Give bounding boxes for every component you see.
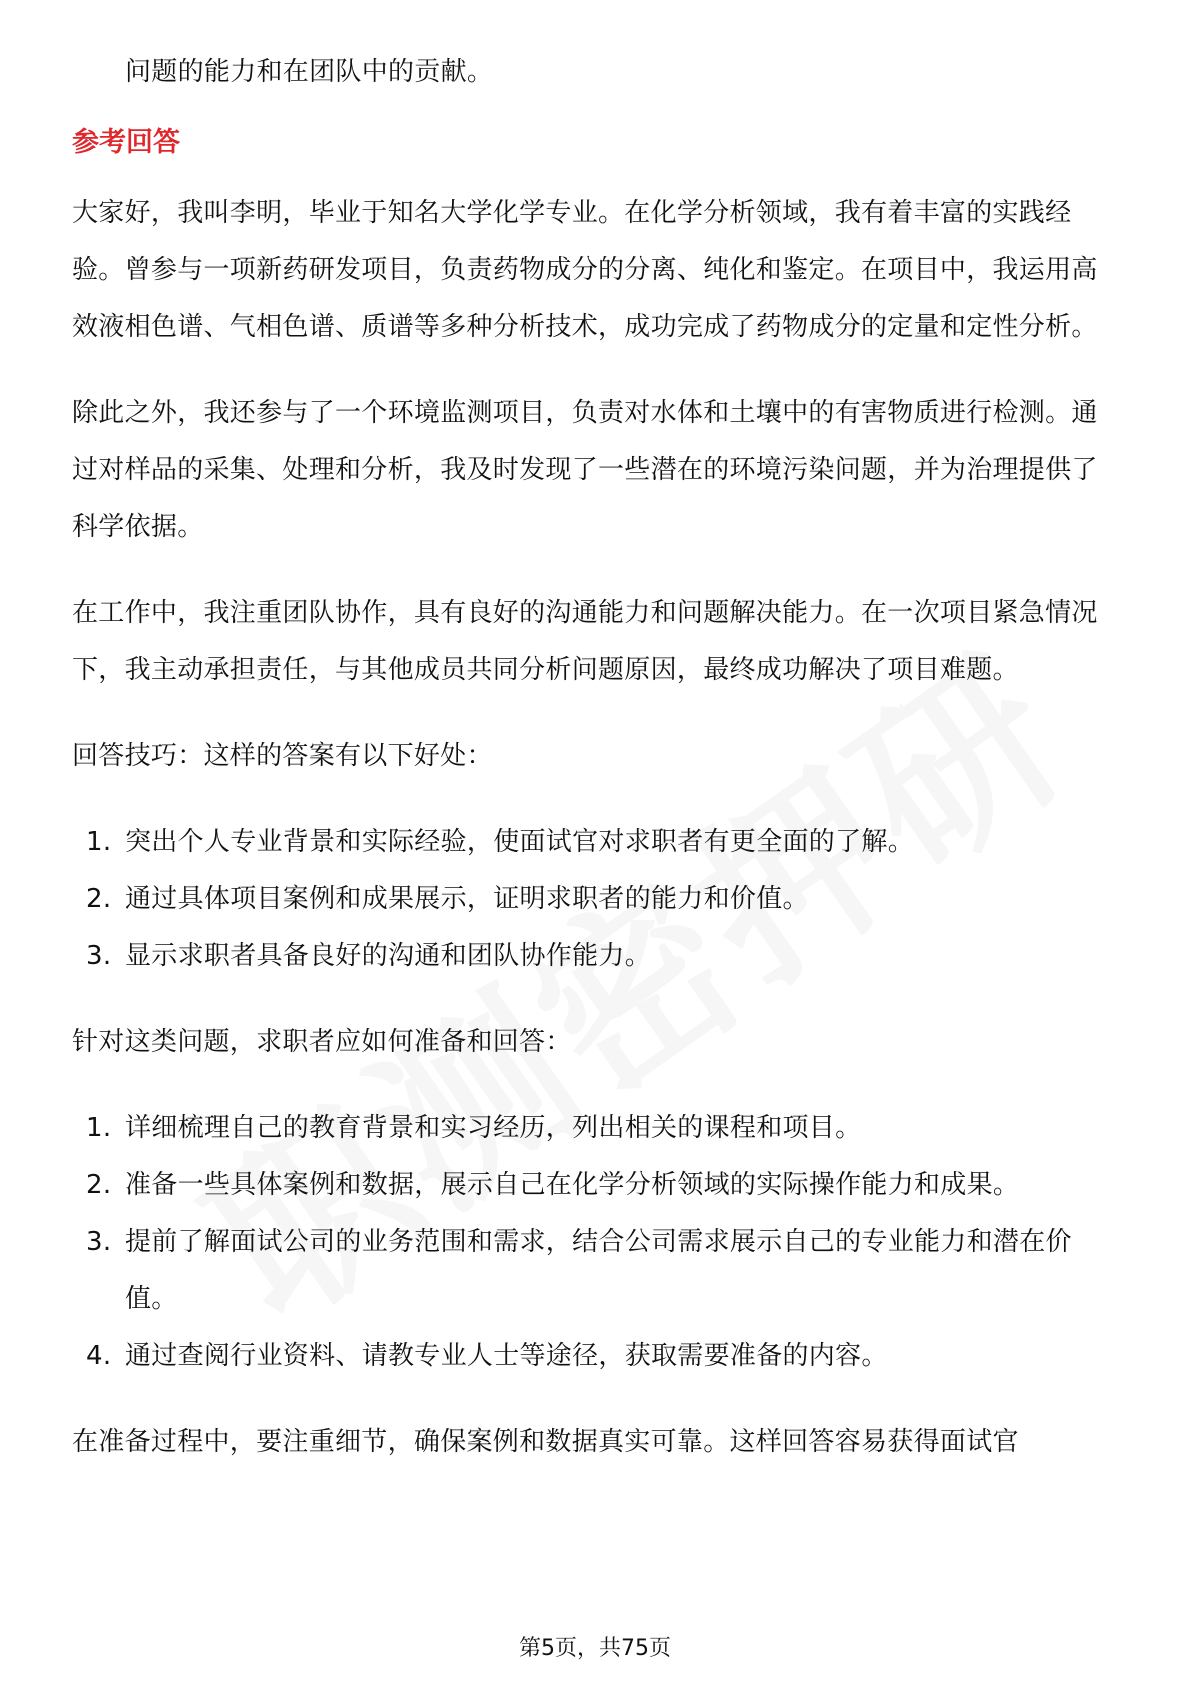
list-number: 3. <box>86 941 112 971</box>
list-item <box>72 1328 1122 1385</box>
answer-paragraph-1: 大家好，我叫李明，毕业于知名大学化学专业。在化学分析领域，我有着丰富的实践经验。曾参与一项新药研发项目，负责药物成分的分离、纯化和鉴定。在项目中，我运用高效液相色谱、气相色谱、质谱等多种分析技术，成功完成了药物成分的定量和定性分析。 <box>72 198 1098 342</box>
page-content <box>72 44 1122 1471</box>
prep-list <box>72 1100 1122 1385</box>
tips-list <box>72 814 1122 985</box>
list-text: 突出个人专业背景和实际经验，使面试官对求职者有更全面的了解。 <box>125 827 915 857</box>
list-item <box>72 1100 1122 1157</box>
list-text: 显示求职者具备良好的沟通和团队协作能力。 <box>125 941 652 971</box>
list-number: 1. <box>86 827 112 857</box>
list-number: 2. <box>86 1170 112 1200</box>
list-number: 4. <box>86 1341 112 1371</box>
prep-intro: 针对这类问题，求职者应如何准备和回答： <box>72 1027 572 1057</box>
list-number: 3. <box>86 1227 112 1257</box>
list-item <box>72 871 1122 928</box>
list-text: 通过查阅行业资料、请教专业人士等途径，获取需要准备的内容。 <box>125 1341 888 1371</box>
answer-paragraph-3: 在工作中，我注重团队协作，具有良好的沟通能力和问题解决能力。在一次项目紧急情况下，我主动承担责任，与其他成员共同分析问题原因，最终成功解决了项目难题。 <box>72 598 1098 685</box>
list-text: 通过具体项目案例和成果展示，证明求职者的能力和价值。 <box>125 884 809 914</box>
tips-intro: 回答技巧：这样的答案有以下好处： <box>72 741 493 771</box>
section-heading: 参考回答 <box>72 127 180 158</box>
answer-paragraph-2: 除此之外，我还参与了一个环境监测项目，负责对水体和土壤中的有害物质进行检测。通过对样品的采集、处理和分析，我及时发现了一些潜在的环境污染问题，并为治理提供了科学依据。 <box>72 398 1098 542</box>
list-text: 提前了解面试公司的业务范围和需求，结合公司需求展示自己的专业能力和潜在价值。 <box>125 1227 1072 1314</box>
list-item <box>72 814 1122 871</box>
list-text: 详细梳理自己的教育背景和实习经历，列出相关的课程和项目。 <box>125 1113 862 1143</box>
list-number: 2. <box>86 884 112 914</box>
list-number: 1. <box>86 1113 112 1143</box>
closing-line: 在准备过程中，要注重细节，确保案例和数据真实可靠。这样回答容易获得面试官 <box>72 1427 1019 1457</box>
list-item <box>72 928 1122 985</box>
list-item <box>72 1214 1122 1328</box>
page-number-footer: 第5页，共75页 <box>519 1636 671 1661</box>
continuation-line: 问题的能力和在团队中的贡献。 <box>125 57 494 87</box>
list-item <box>72 1157 1122 1214</box>
list-text: 准备一些具体案例和数据，展示自己在化学分析领域的实际操作能力和成果。 <box>125 1170 1020 1200</box>
